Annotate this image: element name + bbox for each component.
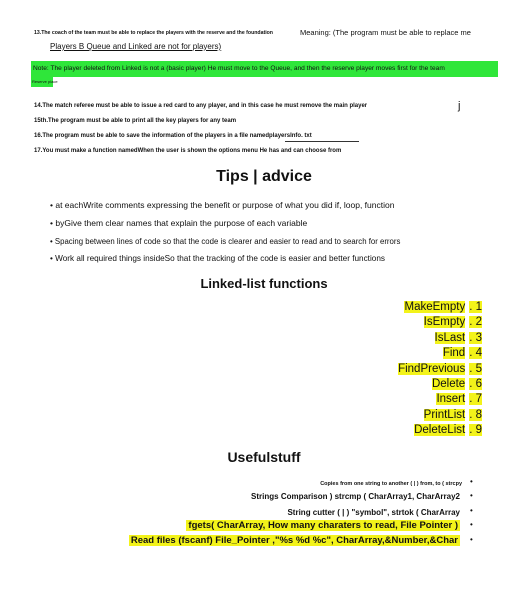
linked-function-number: . 6 [469,378,482,390]
linked-function-name: IsEmpty [423,316,466,329]
tip-item: • Work all required things insideSo that the tracking of the code is easier and better functions [50,254,385,263]
useful-bullet: • [470,520,473,529]
useful-bullet: • [470,535,473,544]
useful-item: Strings Comparison ) strcmp ( CharArray1, CharArray2 [251,492,460,501]
rule-14: 14.The match referee must be able to issue a red card to any player, and in this case he must remove the main player [34,103,368,109]
linked-function-number: . 3 [469,331,482,344]
rule-13-meaning: Meaning: (The program must be able to replace me [300,28,471,37]
note-highlight [31,61,498,77]
useful-bullet: • [470,477,473,486]
rule-15: 15th.The program must be able to print all the key players for any team [34,118,237,124]
linked-function-name: Find [442,347,466,360]
linked-function-name: Insert [436,393,466,406]
tip-item: • at eachWrite comments expressing the benefit or purpose of what you did if, loop, function [50,200,395,210]
rule-13: 13.The coach of the team must be able to replace the players with the reserve and the foundation [34,30,273,36]
useful-item-highlighted: Read files (fscanf) File_Pointer ,"%s %d %c", CharArray,&Number,&Char [130,535,458,546]
linked-function-item [443,347,482,359]
linked-function-item [436,393,482,405]
linked-function-number: . 1 [469,301,482,313]
linked-function-item [424,316,482,328]
tip-item: • byGive them clear names that explain the purpose of each variable [50,218,308,228]
note-text: Note: The player deleted from Linked is not a (basic player) He must move to the Queue, and then the reserve player moves first for the team [33,65,445,72]
useful-item: Copies from one string to another ( | ) from, to ( strcpy [320,481,462,487]
rule-13-meaning-cont: Players B Queue and Linked are not for players) [50,42,222,51]
tip-item: • Spacing between lines of code so that the code is clearer and easier to read and to search for errors [50,237,401,246]
linked-function-item [432,378,482,390]
tips-heading: Tips | advice [216,168,312,185]
linked-function-item [435,332,482,344]
linked-function-number: . 5 [469,362,482,375]
linked-function-item [398,363,482,375]
useful-heading: Usefulstuff [227,449,301,465]
rule-16-underline [285,141,359,142]
linked-heading: Linked-list functions [200,276,328,291]
useful-item-highlighted: fgets( CharArray, How many charaters to read, File Pointer ) [188,520,458,531]
linked-function-name: MakeEmpty [404,301,466,313]
linked-function-item [404,301,482,313]
linked-function-item [424,409,482,421]
linked-function-number: . 2 [469,316,482,329]
linked-function-name: PrintList [423,408,466,421]
rule-14-mark: j [458,100,461,112]
useful-bullet: • [470,491,473,500]
useful-bullet: • [470,506,473,515]
useful-item: String cutter ( | ) "symbol", strtok ( CharArray [287,508,460,517]
rule-17: 17.You must make a function namedWhen the user is shown the options menu He has and can choose from [34,148,342,154]
linked-function-number: . 9 [469,424,482,437]
linked-function-item [414,424,482,436]
linked-function-number: . 4 [469,347,482,360]
note-tail: Reserve place [31,77,53,87]
rule-16: 16.The program must be able to save the information of the players in a file namedplayersInfo. txt [34,133,312,139]
linked-function-number: . 7 [469,393,482,406]
linked-function-number: . 8 [469,408,482,421]
linked-function-name: Delete [431,378,466,390]
linked-function-name: DeleteList [414,424,466,437]
linked-function-name: IsLast [434,331,466,344]
linked-function-name: FindPrevious [398,362,466,375]
